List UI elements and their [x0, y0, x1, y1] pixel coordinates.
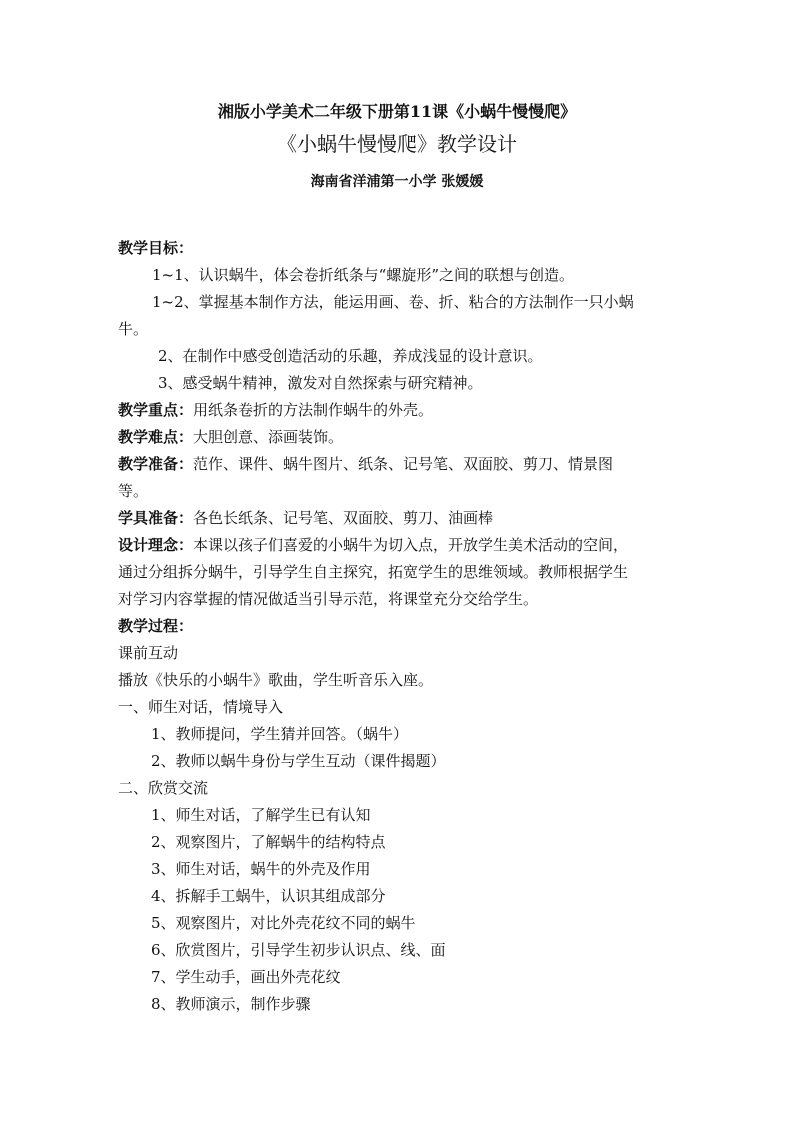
- difficulty: [118, 424, 673, 451]
- key-point-label: 教学重点：: [118, 401, 194, 419]
- teacher-prep: [118, 451, 673, 478]
- goal-item-2: 1~2、掌握基本制作方法，能运用画、卷、折、粘合的方法制作一只小蜗: [152, 293, 634, 311]
- section-1-title: 一、师生对话，情境导入: [118, 698, 284, 716]
- teacher-prep-text: 范作、课件、蜗牛图片、纸条、记号笔、双面胶、剪刀、情景图: [193, 455, 614, 473]
- section-2-item: 1、师生对话，了解学生已有认知: [151, 806, 371, 824]
- student-prep: [118, 505, 673, 532]
- document-title: 《小蜗牛慢慢爬》教学设计: [277, 132, 517, 156]
- section-1-item: 2、教师以蜗牛身份与学生互动（课件揭题）: [151, 752, 446, 770]
- author-line: 海南省洋浦第一小学 张媛媛: [310, 174, 484, 190]
- design-concept-line-2: 通过分组拆分蜗牛，引导学生自主探究，拓宽学生的思维领域。教师根据学生: [118, 563, 629, 581]
- section-2-item: 3、师生对话，蜗牛的外壳及作用: [151, 860, 371, 878]
- key-point: [118, 397, 673, 424]
- student-prep-text: 各色长纸条、记号笔、双面胶、剪刀、油画棒: [193, 509, 494, 527]
- section-2-item: 2、观察图片，了解蜗牛的结构特点: [151, 833, 386, 851]
- section-1-item: 1、教师提问，学生猜并回答。（蜗牛）: [151, 725, 409, 743]
- teacher-prep-continued: 等。: [118, 482, 149, 500]
- design-concept-label: 设计理念：: [118, 536, 194, 554]
- course-line: 湘版小学美术二年级下册第11课《小蜗牛慢慢爬》: [217, 102, 577, 121]
- process-heading: 教学过程：: [118, 617, 194, 635]
- goal-item-4: 3、感受蜗牛精神，激发对自然探索与研究精神。: [158, 374, 483, 392]
- teacher-prep-label: 教学准备：: [118, 455, 194, 473]
- design-concept-text: 本课以孩子们喜爱的小蜗牛为切入点，开放学生美术活动的空间，: [193, 536, 629, 554]
- section-2-item: 5、观察图片，对比外壳花纹不同的蜗牛: [151, 914, 416, 932]
- section-2-item: 8、教师演示，制作步骤: [151, 995, 311, 1013]
- goal-item-1: 1~1、认识蜗牛，体会卷折纸条与“螺旋形”之间的联想与创造。: [152, 266, 574, 284]
- section-2-item: 4、拆解手工蜗牛，认识其组成部分: [151, 887, 386, 905]
- design-concept: [118, 532, 673, 559]
- pre-class-text: 播放《快乐的小蜗牛》歌曲，学生听音乐入座。: [118, 671, 434, 689]
- section-2-item: 7、学生动手，画出外壳花纹: [151, 968, 341, 986]
- section-2-title: 二、欣赏交流: [118, 779, 209, 797]
- goal-item-3: 2、在制作中感受创造活动的乐趣，养成浅显的设计意识。: [158, 347, 543, 365]
- key-point-text: 用纸条卷折的方法制作蜗牛的外壳。: [193, 401, 434, 419]
- goal-item-2-continued: 牛。: [118, 320, 149, 338]
- design-concept-line-3: 对学习内容掌握的情况做适当引导示范，将课堂充分交给学生。: [118, 590, 539, 608]
- student-prep-label: 学具准备：: [118, 509, 194, 527]
- difficulty-text: 大胆创意、添画装饰。: [193, 428, 344, 446]
- goals-heading: 教学目标：: [118, 239, 194, 257]
- difficulty-label: 教学难点：: [118, 428, 194, 446]
- section-2-item: 6、欣赏图片，引导学生初步认识点、线、面: [151, 941, 446, 959]
- document-body: [118, 235, 673, 1018]
- pre-class-title: 课前互动: [118, 644, 179, 662]
